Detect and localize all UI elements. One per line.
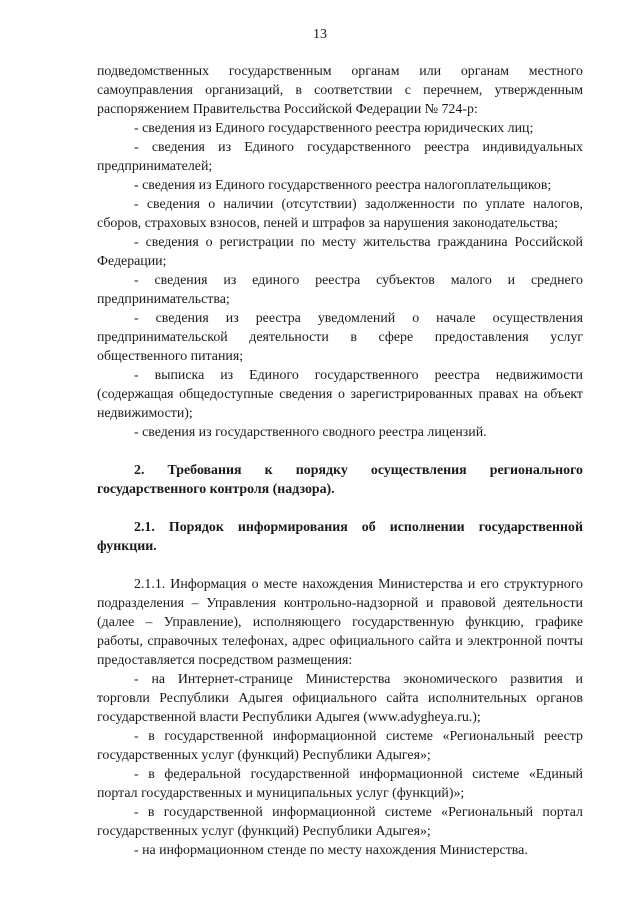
list-item-regional-portal: - в государственной информационной системе «Региональный портал государственных услуг (функций) Республики Адыгея»; — [97, 805, 583, 839]
spacer — [97, 556, 583, 575]
page-number: 13 — [313, 27, 327, 42]
paragraph-continuation: подведомственных государственным органам или органам местного самоуправления организаций, в соответствии с перечнем, утвержденным распоряжением Правительства Российской Федерации № 724-р: — [97, 64, 583, 117]
list-item-ministry-website: - на Интернет-странице Министерства экономического развития и торговли Республики Адыгея официального сайта исполнительных органов государственной власти Республики Адыгея (www.adygheya.ru.); — [97, 672, 583, 725]
list-item-egrn-taxpayers: - сведения из Единого государственного реестра налогоплательщиков; — [134, 178, 552, 193]
list-item-notifications-registry: - сведения из реестра уведомлений о начале осуществления предпринимательской деятельности в сфере предоставления услуг общественного питания; — [97, 311, 583, 364]
spacer — [97, 442, 583, 461]
list-item-sme-registry: - сведения из единого реестра субъектов малого и среднего предпринимательства; — [97, 273, 583, 307]
list-item-federal-portal: - в федеральной государственной информационной системе «Единый портал государственных и муниципальных услуг (функций)»; — [97, 767, 583, 801]
section-heading: 2. Требования к порядку осуществления регионального государственного контроля (надзора). — [97, 463, 583, 497]
list-item-real-estate-extract: - выписка из Единого государственного реестра недвижимости (содержащая общедоступные сведения о зарегистрированных правах на объект недвижимости); — [97, 368, 583, 421]
list-item-license-registry: - сведения из государственного сводного реестра лицензий. — [134, 425, 487, 440]
document-body — [97, 62, 583, 860]
spacer — [97, 499, 583, 518]
list-item-regional-registry: - в государственной информационной системе «Региональный реестр государственных услуг (функций) Республики Адыгея»; — [97, 729, 583, 763]
list-item-egrul: - сведения из Единого государственного реестра юридических лиц; — [134, 121, 534, 136]
paragraph-2-1-1: 2.1.1. Информация о месте нахождения Министерства и его структурного подразделения – Управления контрольно-надзорной и правовой деятельности (далее – Управление), исполняющего государственную функцию, графике работы, справочных телефонах, адрес официального сайта и электронной почты предоставляется посредством размещения: — [97, 577, 583, 668]
list-item-egrip: - сведения из Единого государственного реестра индивидуальных предпринимателей; — [97, 140, 583, 174]
list-item-residence: - сведения о регистрации по месту жительства гражданина Российской Федерации; — [97, 235, 583, 269]
list-item-info-stand: - на информационном стенде по месту нахождения Министерства. — [134, 843, 528, 858]
list-item-tax-debt: - сведения о наличии (отсутствии) задолженности по уплате налогов, сборов, страховых взносов, пеней и штрафов за нарушения законодательства; — [97, 197, 583, 231]
subsection-heading: 2.1. Порядок информирования об исполнении государственной функции. — [97, 520, 583, 554]
